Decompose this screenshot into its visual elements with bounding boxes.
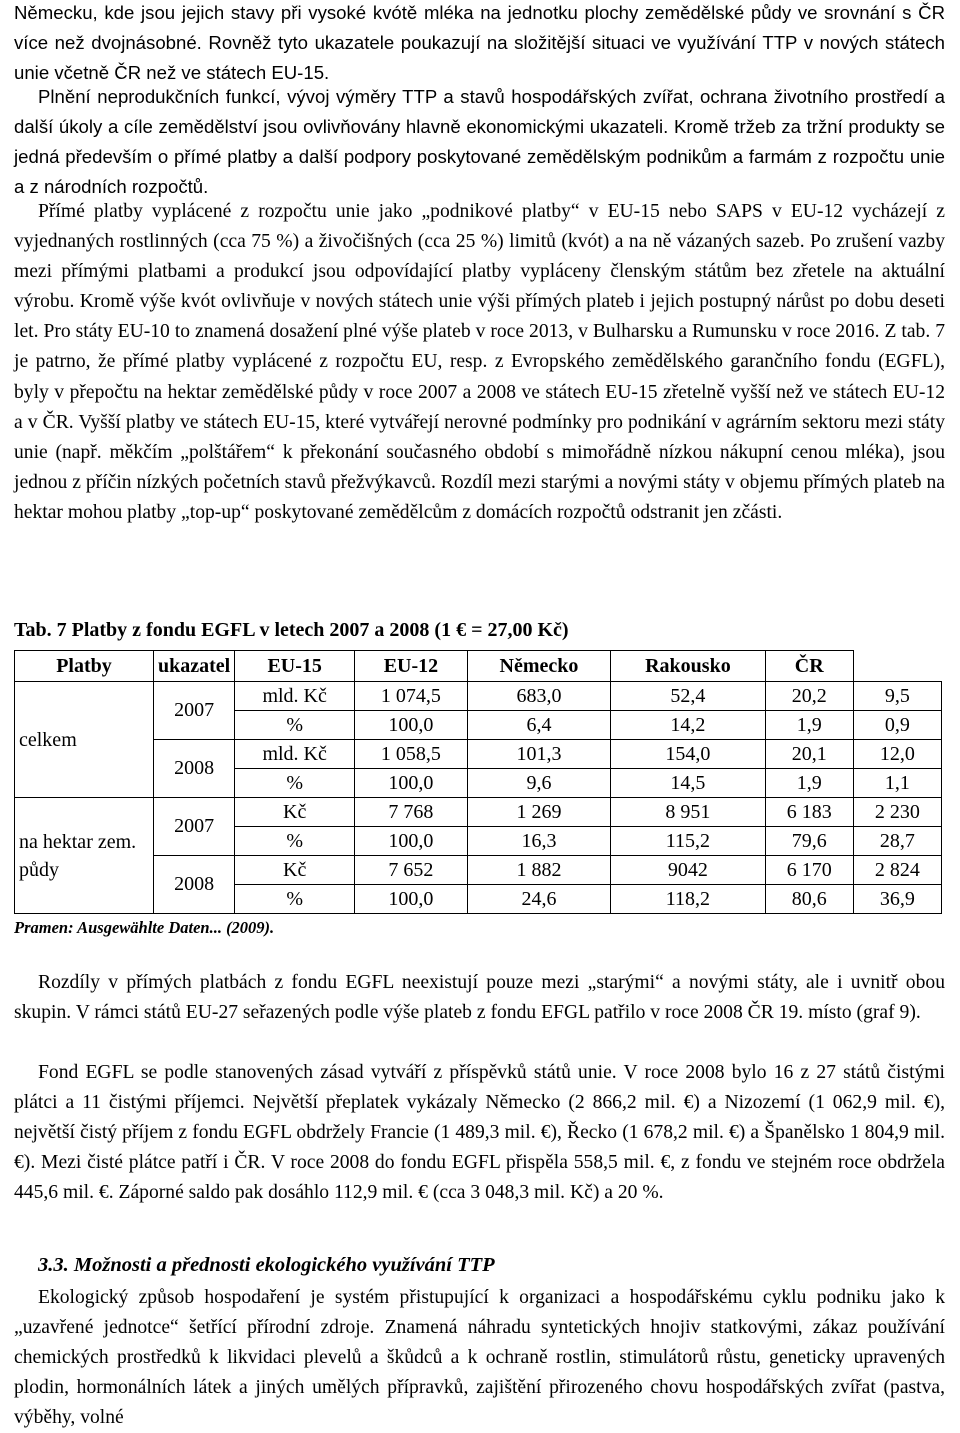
year-cell: 2008 — [154, 740, 235, 798]
value-cell: 20,1 — [765, 740, 853, 769]
table-header-row — [15, 651, 942, 682]
intro-paragraph-1: Německu, kde jsou jejich stavy při vysoké kvótě mléka na jednotku plochy zemědělské půdy ve srovnání s ČR více než dvojnásobné. Rovněž tyto ukazatele poukazují na složitější situaci ve využívání TTP v nových státech unie včetně ČR než ve státech EU-15. — [14, 2, 945, 84]
value-cell: 28,7 — [853, 827, 941, 856]
value-cell: 36,9 — [853, 885, 941, 914]
header-cell: ČR — [765, 651, 853, 682]
value-cell: 16,3 — [467, 827, 610, 856]
header-cell: EU-15 — [235, 651, 355, 682]
unit-cell: % — [235, 711, 355, 740]
intro-paragraph-3: Přímé platby vyplácené z rozpočtu unie jako „podnikové platby“ v EU-15 nebo SAPS v EU-12 vycházejí z vyjednaných rostlinných (cca 75 %) a živočišných (cca 25 %) limitů (kvót) a na ně vázaných sazeb. Po zrušení vazby mezi přímými platbami a produkcí jsou odpovídající platby vypláceny členským státům bez zřetele na aktuální výrobu. Kromě výše kvót ovlivňuje v nových státech unie výši přímých plateb i jejich postupný nárůst po dobu deseti let. Pro státy EU-10 to znamená dosažení plné výše plateb v roce 2013, v Bulharsku a Rumunsku v roce 2016. Z tab. 7 je patrno, že přímé platby vyplácené z rozpočtu EU, resp. z Evropského zemědělského garančního fondu (EGFL), byly v přepočtu na hektar zemědělské půdy v roce 2007 a 2008 ve státech EU-15 zřetelně vyšší než ve státech EU-12 a v ČR. Vyšší platby ve státech EU-15, které vytvářejí nerovné podmínky pro podnikání v agrárním sektoru mezi státy unie (např. měkčím „polštářem“ k překonání současného období s mimořádně nízkou nákupní cenou mléka), jsou jednou z příčin nízkých početních stavů přežvýkavců. Rozdíl mezi starými a novými státy v objemu přímých plateb na hektar mohou platby „top-up“ poskytované zemědělcům z domácích rozpočtů odstranit jen zčásti. — [14, 201, 945, 523]
value-cell: 118,2 — [611, 885, 765, 914]
table-source-note: Pramen: Ausgewählte Daten... (2009). — [14, 918, 275, 937]
value-cell: 12,0 — [853, 740, 941, 769]
value-cell: 2 230 — [853, 798, 941, 827]
value-cell: 8 951 — [611, 798, 765, 827]
value-cell: 9,6 — [467, 769, 610, 798]
value-cell: 1,9 — [765, 711, 853, 740]
value-cell: 0,9 — [853, 711, 941, 740]
value-cell: 7 768 — [355, 798, 468, 827]
value-cell: 14,5 — [611, 769, 765, 798]
unit-cell: % — [235, 769, 355, 798]
value-cell: 1 269 — [467, 798, 610, 827]
value-cell: 2 824 — [853, 856, 941, 885]
egfl-payments-table — [14, 650, 942, 914]
value-cell: 7 652 — [355, 856, 468, 885]
value-cell: 24,6 — [467, 885, 610, 914]
value-cell: 100,0 — [355, 827, 468, 856]
header-cell: ukazatel — [154, 651, 235, 682]
unit-cell: Kč — [235, 798, 355, 827]
value-cell: 6 170 — [765, 856, 853, 885]
unit-cell: mld. Kč — [235, 682, 355, 711]
unit-cell: % — [235, 885, 355, 914]
value-cell: 1 058,5 — [355, 740, 468, 769]
year-cell: 2007 — [154, 798, 235, 856]
unit-cell: Kč — [235, 856, 355, 885]
value-cell: 79,6 — [765, 827, 853, 856]
intro-paragraph-2: Plnění neprodukčních funkcí, vývoj výměry TTP a stavů hospodářských zvířat, ochrana životního prostředí a další úkoly a cíle zemědělství jsou ovlivňovány hlavně ekonomickými ukazateli. Kromě tržeb za tržní produkty se jedná především o přímé platby a další podpory poskytované zemědělským podnikům a farmám z rozpočtu unie a z národních rozpočtů. — [14, 86, 945, 198]
value-cell: 80,6 — [765, 885, 853, 914]
value-cell: 683,0 — [467, 682, 610, 711]
after-paragraph-2: Fond EGFL se podle stanovených zásad vytváří z příspěvků států unie. V roce 2008 bylo 16 z 27 států čistými plátci a 11 čistými příjemci. Největší přeplatek vykázaly Německo (2 866,2 mil. €) a Nizozemí (1 062,9 mil. €), největší čistý příjem z fondu EGFL obdržely Francie (1 489,3 mil. €), Řecko (1 678,2 mil. €) a Španělsko 1 804,9 mil. €). Mezi čisté plátce patří i ČR. V roce 2008 do fondu EGFL přispěla 558,5 mil. €, z fondu ve stejném roce obdržela 445,6 mil. €. Záporné saldo pak dosáhlo 112,9 mil. € (cca 3 048,3 mil. Kč) a 20 %. — [14, 1062, 945, 1204]
year-cell: 2008 — [154, 856, 235, 914]
value-cell: 100,0 — [355, 885, 468, 914]
after-paragraph-1: Rozdíly v přímých platbách z fondu EGFL neexistují pouze mezi „starými“ a novými státy, ale i uvnitř obou skupin. V rámci států EU-27 seřazených podle výše plateb z fondu EFGL patřilo v roce 2008 ČR 19. místo (graf 9). — [14, 972, 945, 1024]
header-cell: Německo — [467, 651, 610, 682]
value-cell: 9042 — [611, 856, 765, 885]
value-cell: 6 183 — [765, 798, 853, 827]
table-row — [15, 682, 942, 711]
year-cell: 2007 — [154, 682, 235, 740]
section-paragraph: Ekologický způsob hospodaření je systém přistupující k organizaci a hospodářskému cyklu podniku jako k „uzavřené jednotce“ šetřící přírodní zdroje. Znamená náhradu syntetických hnojiv statkovými, zákaz používání chemických prostředků k likvidaci plevelů a škůdců a k ochraně rostlin, stimulátorů růstu, geneticky upravených plodin, hormonálních látek a jiných umělých přípravků, zajištění přirozeného chovu hospodářských zvířat (pastva, výběhy, volné — [14, 1287, 945, 1429]
value-cell: 115,2 — [611, 827, 765, 856]
value-cell: 6,4 — [467, 711, 610, 740]
unit-cell: % — [235, 827, 355, 856]
value-cell: 1 074,5 — [355, 682, 468, 711]
header-cell: EU-12 — [355, 651, 468, 682]
table-row — [15, 856, 942, 885]
table-row — [15, 740, 942, 769]
value-cell: 1 882 — [467, 856, 610, 885]
value-cell: 14,2 — [611, 711, 765, 740]
group-label-hektar: na hektar zem. půdy — [15, 798, 154, 914]
table-caption: Tab. 7 Platby z fondu EGFL v letech 2007 a 2008 (1 € = 27,00 Kč) — [14, 619, 569, 641]
value-cell: 101,3 — [467, 740, 610, 769]
header-cell: Rakousko — [611, 651, 765, 682]
section-heading: 3.3. Možnosti a přednosti ekologického využívání TTP — [38, 1254, 495, 1276]
table-row — [15, 798, 942, 827]
unit-cell: mld. Kč — [235, 740, 355, 769]
value-cell: 1,9 — [765, 769, 853, 798]
header-cell: Platby — [15, 651, 154, 682]
group-label-celkem: celkem — [15, 682, 154, 798]
value-cell: 1,1 — [853, 769, 941, 798]
value-cell: 52,4 — [611, 682, 765, 711]
value-cell: 9,5 — [853, 682, 941, 711]
value-cell: 100,0 — [355, 769, 468, 798]
value-cell: 100,0 — [355, 711, 468, 740]
value-cell: 154,0 — [611, 740, 765, 769]
value-cell: 20,2 — [765, 682, 853, 711]
